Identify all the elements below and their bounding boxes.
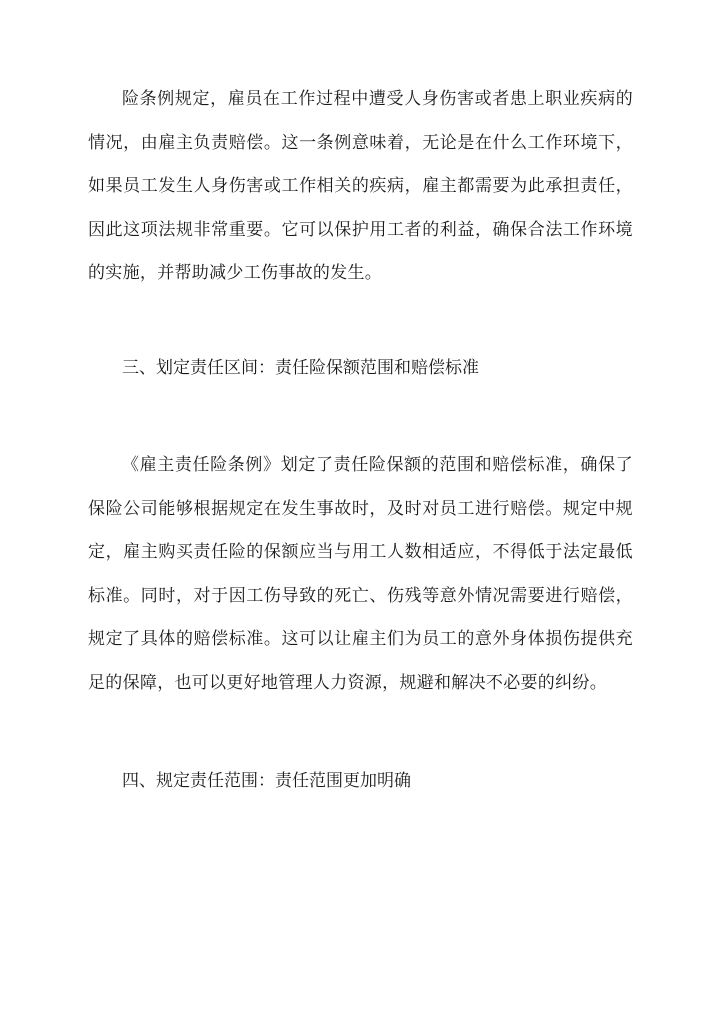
section-heading-3: 三、划定责任区间：责任险保额范围和赔偿标准 <box>122 358 479 378</box>
body-paragraph-2: 《雇主责任险条例》划定了责任险保额的范围和赔偿标准，确保了保险公司能够根据规定在发生事故时，及时对员工进行赔偿。规定中规定，雇主购买责任险的保额应当与用工人数相适应，不得低于法定最低标准。同时，对于因工伤导致的死亡、伤残等意外情况需要进行赔偿，规定了具体的赔偿标准。这可以让雇主们为员工的意外身体损伤提供充足的保障，也可以更好地管理人力资源，规避和解决不必要的纠纷。 <box>88 455 633 693</box>
section-heading-4: 四、规定责任范围：责任范围更加明确 <box>122 771 411 791</box>
body-paragraph-1: 险条例规定，雇员在工作过程中遭受人身伤害或者患上职业疾病的情况，由雇主负责赔偿。这一条例意味着，无论是在什么工作环境下，如果员工发生人身伤害或工作相关的疾病，雇主都需要为此承担责任，因此这项法规非常重要。它可以保护用工者的利益，确保合法工作环境的实施，并帮助减少工伤事故的发生。 <box>88 89 633 283</box>
